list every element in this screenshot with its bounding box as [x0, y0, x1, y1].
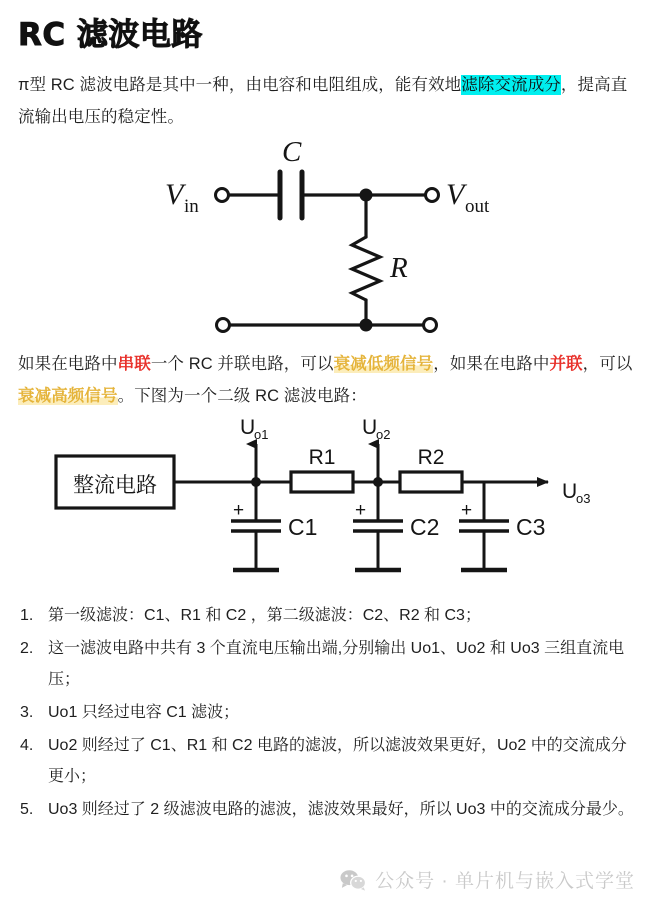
junction-dot-top [360, 188, 373, 201]
terminal-ground-right [424, 318, 437, 331]
notes-list [18, 600, 639, 825]
list-item-text: Uo1 只经过电容 C1 滤波； [48, 703, 240, 721]
highlight-remove-ac-component: 滤除交流成分 [461, 75, 561, 94]
list-item [18, 600, 639, 631]
label-vin: V [165, 177, 184, 211]
mid-text-part3: ，如果在电路中 [433, 354, 550, 373]
resistor-zigzag [352, 237, 380, 300]
label-c1: C1 [288, 513, 318, 540]
watermark [340, 866, 635, 893]
mid-text-part5: 。下图为一个二级 RC 滤波电路： [117, 386, 367, 405]
junction-dot-node2 [373, 477, 383, 487]
mid-text-part1: 如果在电路中 [18, 354, 118, 373]
label-uo1: U [240, 417, 256, 439]
figure-single-stage-rc-filter [18, 139, 639, 344]
label-uo3-subscript: o3 [576, 490, 591, 506]
intro-text-part2: ，提高直流输出电压的稳定性。 [18, 75, 628, 126]
list-item-text: 这一滤波电路中共有 3 个直流电压输出端,分别输出 Uo1、Uo2 和 Uo3 三组直流电压； [48, 639, 625, 688]
label-uo3: U [562, 479, 578, 503]
list-item-number: 2. [20, 639, 34, 657]
figure-two-stage-rc-filter [18, 418, 639, 588]
polarity-plus-c1: + [233, 499, 245, 521]
intro-text-part1: π型 RC 滤波电路是其中一种，由电容和电阻组成，能有效地 [18, 75, 462, 94]
resistor-r1-body [291, 472, 353, 492]
rectifier-block-label: 整流电路 [73, 473, 157, 497]
gold-text-attenuate-low-freq: 衰减低频信号 [333, 354, 434, 373]
list-item [18, 730, 639, 792]
label-uo2-subscript: o2 [376, 426, 391, 442]
label-c3: C3 [516, 513, 546, 540]
junction-dot-node1 [251, 477, 261, 487]
label-resistor-r: R [390, 251, 408, 284]
label-capacitor-c: C [282, 138, 302, 168]
list-item-text: 第一级滤波：C1、R1 和 C2 ，第二级滤波：C2、R2 和 C3； [48, 606, 481, 624]
junction-dot-bottom [360, 318, 373, 331]
red-text-series: 串联 [117, 354, 151, 373]
polarity-plus-c2: + [355, 499, 367, 521]
polarity-plus-c3: + [461, 499, 473, 521]
resistor-r2-body [400, 472, 462, 492]
mid-text-part2: 一个 RC 并联电路，可以 [150, 354, 334, 373]
list-item [18, 633, 639, 695]
mid-text-part4: ，可以 [582, 354, 633, 373]
watermark-text: 公众号 · 单片机与嵌入式学堂 [375, 871, 635, 892]
list-item [18, 794, 639, 825]
gold-text-attenuate-high-freq: 衰减高频信号 [18, 386, 118, 405]
list-item [18, 697, 639, 728]
list-item-text: Uo3 则经过了 2 级滤波电路的滤波，滤波效果最好，所以 Uo3 中的交流成分最少。 [48, 800, 634, 818]
label-uo2: U [362, 417, 378, 439]
list-item-number: 3. [20, 703, 34, 721]
intro-paragraph [18, 56, 639, 133]
mid-paragraph [18, 344, 639, 412]
terminal-vout [426, 188, 439, 201]
label-c2: C2 [410, 513, 440, 540]
page-title: RC 滤波电路 [18, 17, 203, 53]
list-item-text: Uo2 则经过了 C1、R1 和 C2 电路的滤波，所以滤波效果更好，Uo2 中的交流成分更小； [48, 736, 627, 785]
terminal-vin [216, 188, 229, 201]
wechat-icon [340, 869, 366, 891]
terminal-ground-left [217, 318, 230, 331]
list-item-number: 4. [20, 736, 34, 754]
label-r2: R2 [417, 445, 445, 469]
list-item-number: 5. [20, 800, 34, 818]
label-vout-subscript: out [465, 195, 490, 217]
red-text-parallel: 并联 [549, 354, 583, 373]
label-uo1-subscript: o1 [254, 426, 269, 442]
label-r1: R1 [308, 445, 336, 469]
list-item-number: 1. [20, 606, 34, 624]
label-vin-subscript: in [184, 195, 199, 217]
label-vout: V [446, 177, 465, 211]
